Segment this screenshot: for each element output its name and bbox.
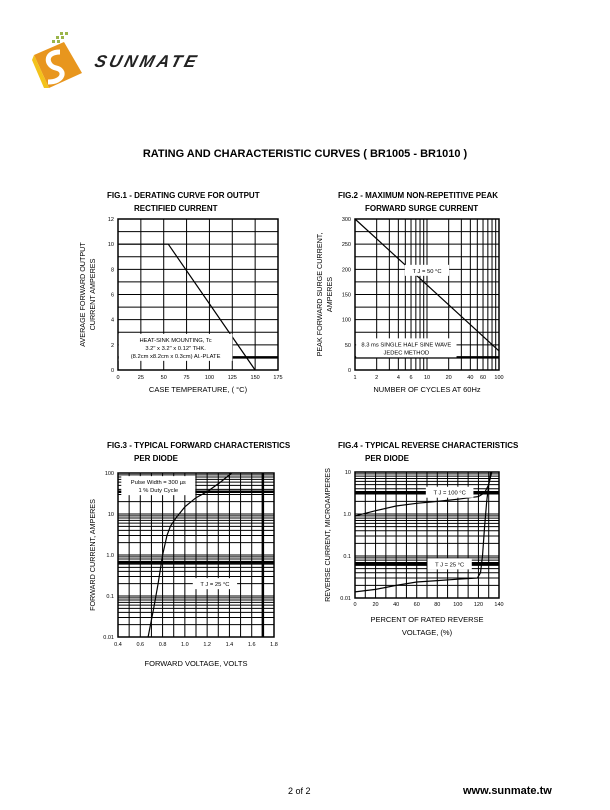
x-tick-label: 100 — [204, 375, 215, 381]
y-tick-label: 8 — [110, 267, 114, 274]
x-tick-label: 125 — [227, 375, 237, 381]
annotation-text: (8.2cm x8.2cm x 0.3cm) Al.-PLATE — [130, 353, 221, 360]
y-axis-label: PEAK FORWARD SURGE CURRENT, — [315, 232, 324, 357]
fig4-title-line1: FIG.4 - TYPICAL REVERSE CHARACTERISTICS — [338, 441, 519, 450]
x-tick-label: 120 — [473, 602, 484, 608]
x-tick-label: 0 — [116, 375, 120, 381]
y-axis-label: REVERSE CURRENT, MICROAMPERES — [323, 468, 332, 602]
x-tick-label: 80 — [434, 602, 441, 608]
x-tick-label: 2 — [375, 375, 379, 381]
y-tick-label: 150 — [341, 292, 351, 299]
y-tick-label: 250 — [341, 242, 351, 249]
annotation-text: T J = 50 °C — [412, 268, 442, 275]
x-tick-label: 20 — [372, 602, 379, 608]
x-tick-label: 60 — [479, 375, 487, 381]
fig1-title-line1: FIG.1 - DERATING CURVE FOR OUTPUT — [107, 191, 260, 200]
y-tick-label: 4 — [110, 317, 114, 324]
page-number: 2 of 2 — [288, 786, 311, 796]
x-tick-label: 20 — [445, 375, 452, 381]
x-tick-label: 10 — [423, 375, 431, 381]
y-tick-label: 1.0 — [106, 553, 114, 559]
annotation-text: T J = 25 °C — [200, 582, 230, 589]
y-axis-label: CURRENT AMPERES — [88, 258, 97, 331]
y-tick-label: 100 — [104, 471, 114, 477]
y-axis-label: AVERAGE FORWARD OUTPUT — [78, 242, 87, 347]
x-tick-label: 0 — [353, 602, 357, 608]
y-tick-label: 0.1 — [343, 554, 351, 560]
y-tick-label: 300 — [341, 217, 351, 223]
x-tick-label: 140 — [494, 602, 504, 608]
y-tick-label: 1.0 — [343, 512, 351, 518]
fig2-title-line1: FIG.2 - MAXIMUM NON-REPETITIVE PEAK — [338, 191, 499, 200]
y-tick-label: 0 — [110, 368, 114, 374]
x-tick-label: 100 — [494, 375, 504, 381]
x-tick-label: 0.8 — [158, 642, 167, 648]
y-tick-label: 2 — [110, 342, 114, 349]
y-axis-label: AMPERES — [325, 276, 334, 313]
annotation-text: T J = 100 °C — [433, 490, 466, 497]
y-tick-label: 10 — [107, 242, 114, 249]
x-tick-label: 40 — [393, 602, 400, 608]
x-tick-label: 25 — [137, 375, 144, 381]
x-tick-label: 0.4 — [114, 642, 122, 648]
x-tick-label: 175 — [273, 375, 283, 381]
x-tick-label: 1.8 — [270, 642, 278, 648]
annotation-text: 1 % Duty Cycle — [138, 488, 179, 495]
annotation-text: 3.2" x 3.2" x 0.12" THK. — [145, 345, 206, 352]
y-tick-label: 6 — [110, 292, 114, 299]
fig3-chart — [88, 471, 278, 668]
x-tick-label: 0.6 — [136, 642, 145, 648]
x-tick-label: 150 — [250, 375, 260, 381]
fig4-title-line2: PER DIODE — [365, 454, 410, 463]
fig3-title-line1: FIG.3 - TYPICAL FORWARD CHARACTERISTICS — [107, 441, 291, 450]
y-tick-label: 0 — [347, 368, 351, 374]
y-tick-label: 200 — [341, 267, 351, 274]
x-tick-label: 40 — [467, 375, 474, 381]
x-tick-label: 1.4 — [225, 642, 234, 648]
x-tick-label: 75 — [183, 375, 190, 381]
annotation-text: T J = 25 °C — [435, 562, 465, 569]
x-tick-label: 4 — [396, 375, 400, 381]
fig4-chart — [323, 468, 504, 637]
annotation-text: JEDEC METHOD — [383, 350, 430, 357]
x-tick-label: 1.2 — [203, 642, 211, 648]
fig3-title-line2: PER DIODE — [134, 454, 179, 463]
y-tick-label: 50 — [344, 342, 351, 349]
y-axis-label: FORWARD CURRENT, AMPERES — [88, 499, 97, 611]
x-tick-label: 60 — [413, 602, 420, 608]
x-tick-label: 1.6 — [247, 642, 256, 648]
x-axis-label: CASE TEMPERATURE, ( °C) — [148, 385, 248, 394]
x-tick-label: 1 — [353, 375, 357, 381]
x-axis-label: PERCENT OF RATED REVERSE — [370, 615, 484, 624]
y-tick-label: 12 — [107, 217, 114, 223]
x-tick-label: 100 — [453, 602, 463, 608]
page-title: RATING AND CHARACTERISTIC CURVES ( BR1005 - BR1010 ) — [142, 148, 468, 160]
x-axis-label: FORWARD VOLTAGE, VOLTS — [144, 659, 248, 668]
fig2-title-line2: FORWARD SURGE CURRENT — [365, 204, 479, 213]
x-axis-label: VOLTAGE, (%) — [401, 628, 453, 637]
x-tick-label: 50 — [160, 375, 167, 381]
y-tick-label: 10 — [107, 512, 114, 518]
y-tick-label: 10 — [344, 470, 351, 476]
logo-text: SUNMATE — [92, 52, 202, 71]
x-tick-label: 1.0 — [181, 642, 189, 648]
y-tick-label: 100 — [341, 317, 351, 324]
annotation-text: HEAT-SINK MOUNTING, Tc — [139, 337, 212, 344]
x-tick-label: 6 — [409, 375, 413, 381]
fig1-chart — [78, 217, 283, 394]
website-url: www.sunmate.tw — [463, 785, 552, 797]
annotation-text: 8.3 ms SINGLE HALF SINE WAVE — [361, 342, 452, 349]
annotation-text: Pulse Width = 300 µs — [130, 480, 186, 487]
fig1-title-line2: RECTIFIED CURRENT — [134, 204, 218, 213]
y-tick-label: 0.01 — [340, 596, 351, 602]
y-tick-label: 0.01 — [103, 635, 114, 641]
fig2-chart — [315, 217, 504, 394]
x-axis-label: NUMBER OF CYCLES AT 60Hz — [373, 385, 481, 394]
y-tick-label: 0.1 — [106, 594, 114, 600]
